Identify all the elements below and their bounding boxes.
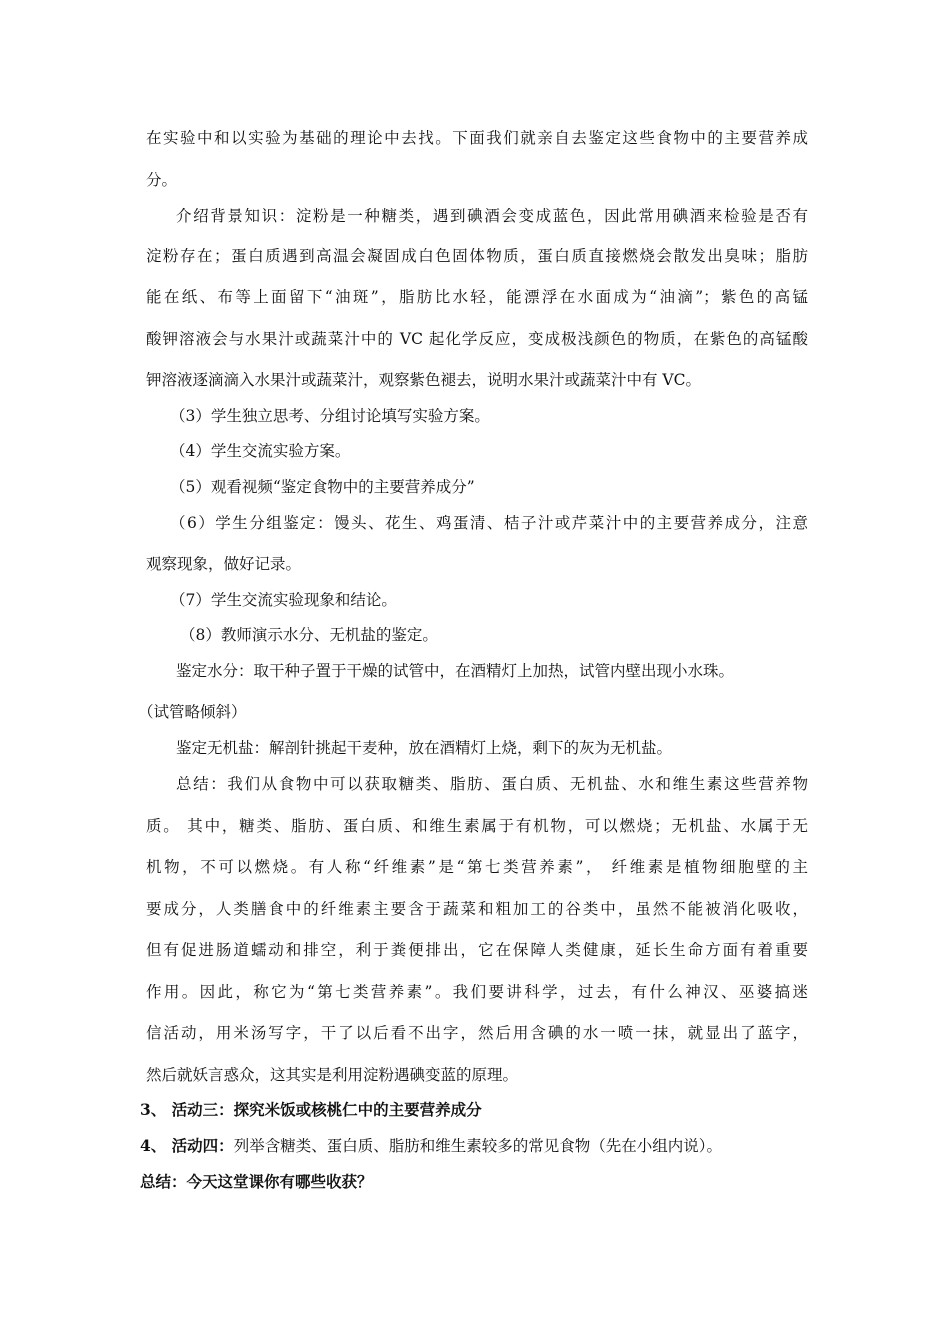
paragraph-line: （试管略倾斜） [138, 703, 247, 721]
list-item: （4）学生交流实验方案。 [170, 442, 351, 460]
paragraph-line: 分。 [146, 171, 178, 189]
paragraph-line: 然后就妖言惑众，这其实是利用淀粉遇碘变蓝的原理。 [146, 1066, 519, 1084]
paragraph-line: 鉴定无机盐：解剖针挑起干麦种，放在酒精灯上烧，剩下的灰为无机盐。 [176, 739, 673, 757]
paragraph-line: 但有促进肠道蠕动和排空，利于粪便排出，它在保障人类健康，延长生命方面有着重要 [146, 941, 808, 959]
paragraph-line: 观察现象，做好记录。 [146, 555, 302, 573]
paragraph-line: 作用。因此，称它为“第七类营养素”。我们要讲科学，过去，有什么神汉、巫婆搞迷 [146, 983, 808, 1001]
summary-question: 总结：今天这堂课你有哪些收获？ [140, 1172, 373, 1191]
list-item: （7）学生交流实验现象和结论。 [170, 591, 397, 609]
paragraph-line: 酸钾溶液会与水果汁或蔬菜汁中的 VC 起化学反应，变成极浅颜色的物质，在紫色的高锰酸 [146, 330, 808, 348]
paragraph-line: 介绍背景知识：淀粉是一种糖类，遇到碘酒会变成蓝色，因此常用碘酒来检验是否有 [176, 207, 808, 225]
activity-four-label: 4、 活动四： [140, 1136, 234, 1155]
paragraph-line: 要成分，人类膳食中的纤维素主要含于蔬菜和粗加工的谷类中，虽然不能被消化吸收， [146, 900, 808, 918]
paragraph-line: 质。 其中，糖类、脂肪、蛋白质、和维生素属于有机物，可以燃烧；无机盐、水属于无 [146, 817, 808, 835]
activity-three-heading: 3、 活动三：探究米饭或核桃仁中的主要营养成分 [140, 1100, 482, 1119]
list-item: （6）学生分组鉴定：馒头、花生、鸡蛋清、桔子汁或芹菜汁中的主要营养成分，注意 [170, 514, 808, 532]
paragraph-line: 钾溶液逐滴滴入水果汁或蔬菜汁，观察紫色褪去，说明水果汁或蔬菜汁中有 VC。 [146, 371, 701, 389]
paragraph-line: 在实验中和以实验为基础的理论中去找。下面我们就亲自去鉴定这些食物中的主要营养成 [146, 129, 808, 147]
list-item: （8）教师演示水分、无机盐的鉴定。 [180, 626, 438, 644]
paragraph-line: 淀粉存在；蛋白质遇到高温会凝固成白色固体物质，蛋白质直接燃烧会散发出臭味；脂肪 [146, 247, 808, 265]
activity-four-line [140, 1136, 802, 1156]
list-item: （5）观看视频“鉴定食物中的主要营养成分” [170, 478, 475, 496]
paragraph-line: 能在纸、布等上面留下“油斑”，脂肪比水轻，能漂浮在水面成为“油滴”；紫色的高锰 [146, 288, 808, 306]
paragraph-line: 机物，不可以燃烧。有人称“纤维素”是“第七类营养素”， 纤维素是植物细胞壁的主 [146, 858, 808, 876]
paragraph-line: 总结：我们从食物中可以获取糖类、脂肪、蛋白质、无机盐、水和维生素这些营养物 [176, 775, 808, 793]
paragraph-line: 鉴定水分：取干种子置于干燥的试管中，在酒精灯上加热，试管内壁出现小水珠。 [176, 662, 735, 680]
activity-four-text: 列举含糖类、蛋白质、脂肪和维生素较多的常见食物（先在小组内说）。 [233, 1137, 722, 1155]
paragraph-line: 信活动，用米汤写字，干了以后看不出字，然后用含碘的水一喷一抹，就显出了蓝字， [146, 1024, 808, 1042]
list-item: （3）学生独立思考、分组讨论填写实验方案。 [170, 407, 490, 425]
